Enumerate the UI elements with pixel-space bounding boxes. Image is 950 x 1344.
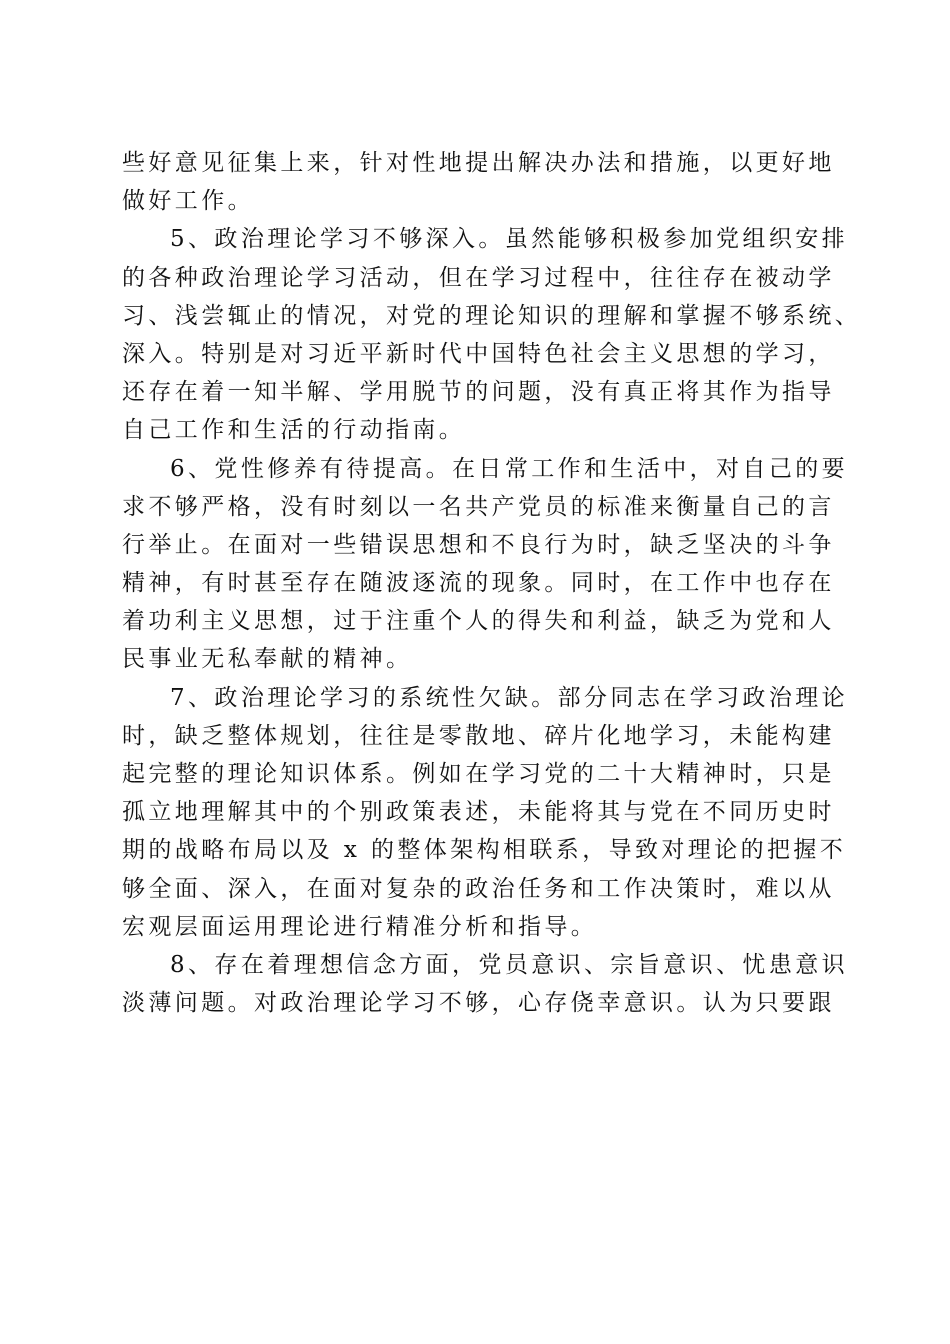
text-line: 够全面、深入，在面对复杂的政治任务和工作决策时，难以从 xyxy=(122,875,835,902)
text-line: 的各种政治理论学习活动，但在学习过程中，往往存在被动学 xyxy=(122,264,835,291)
paragraph-continuation xyxy=(122,144,842,220)
paragraph-item-5 xyxy=(122,220,862,449)
text-line: 孤立地理解其中的个别政策表述，未能将其与党在不同历史时 xyxy=(122,799,835,826)
text-line-first: 6、党性修养有待提高。在日常工作和生活中，对自己的要 xyxy=(170,455,849,482)
text-line: 起完整的理论知识体系。例如在学习党的二十大精神时，只是 xyxy=(122,761,835,787)
text-line: 民事业无私奉献的精神。 xyxy=(122,646,413,673)
text-line: 着功利主义思想，过于注重个人的得失和利益，缺乏为党和人 xyxy=(122,608,835,635)
paragraph-item-6 xyxy=(122,450,849,679)
text-line: 求不够严格，没有时刻以一名共产党员的标准来衡量自己的言 xyxy=(122,493,835,520)
text-line: 做好工作。 xyxy=(122,188,254,215)
paragraph-item-8 xyxy=(122,946,849,1022)
text-line-first: 8、存在着理想信念方面，党员意识、宗旨意识、忧患意识 xyxy=(170,951,849,978)
text-line: 深入。特别是对习近平新时代中国特色社会主义思想的学习， xyxy=(122,340,835,367)
text-line: 时，缺乏整体规划，往往是零散地、碎片化地学习，未能构建 xyxy=(122,722,835,749)
text-line: 些好意见征集上来，针对性地提出解决办法和措施，以更好地 xyxy=(122,150,835,176)
document-body xyxy=(122,144,862,1022)
text-line-first: 5、政治理论学习不够深入。虽然能够积极参加党组织安排 xyxy=(170,226,849,253)
text-line: 精神，有时甚至存在随波逐流的现象。同时，在工作中也存在 xyxy=(122,570,835,597)
text-line-first: 7、政治理论学习的系统性欠缺。部分同志在学习政治理论 xyxy=(170,684,849,711)
text-line: 还存在着一知半解、学用脱节的问题，没有真正将其作为指导 xyxy=(122,379,835,406)
text-line: 行举止。在面对一些错误思想和不良行为时，缺乏坚决的斗争 xyxy=(122,531,835,558)
text-line: 习、浅尝辄止的情况，对党的理论知识的理解和掌握不够系统、 xyxy=(122,302,862,329)
paragraph-item-7 xyxy=(122,679,849,946)
text-line: 期的战略布局以及 x 的整体架构相联系，导致对理论的把握不 xyxy=(122,837,847,864)
text-line: 宏观层面运用理论进行精准分析和指导。 xyxy=(122,913,598,940)
text-line: 淡薄问题。对政治理论学习不够，心存侥幸意识。认为只要跟 xyxy=(122,990,835,1017)
text-line: 自己工作和生活的行动指南。 xyxy=(122,417,466,444)
